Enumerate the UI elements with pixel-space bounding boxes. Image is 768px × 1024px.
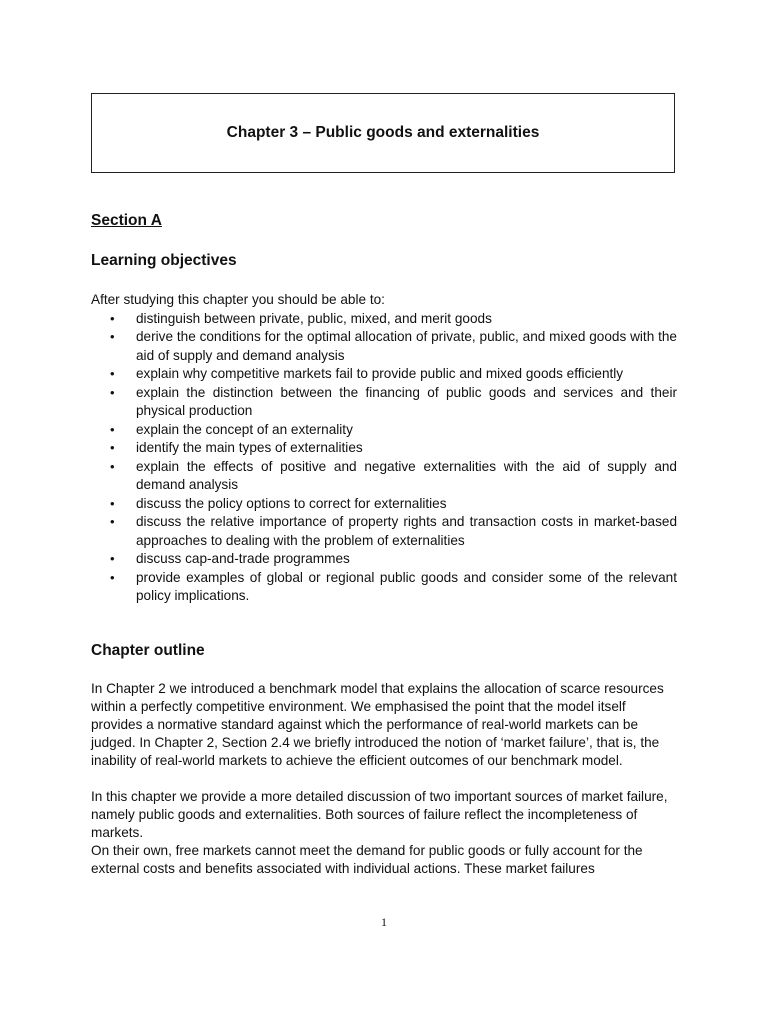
bullet-icon: • — [110, 329, 115, 344]
learning-objectives-intro: After studying this chapter you should be able to: — [91, 292, 385, 307]
bullet-icon: • — [110, 514, 115, 529]
page-number: 1 — [381, 915, 387, 929]
list-item: • derive the conditions for the optimal allocation of private, public, and mixed goods with the aid of supply and demand analysis — [110, 329, 677, 363]
chapter-title: Chapter 3 – Public goods and externalities — [226, 124, 540, 141]
list-item: • explain why competitive markets fail to provide public and mixed goods efficiently — [91, 365, 677, 384]
learning-objectives-list — [91, 310, 677, 606]
bullet-icon: • — [110, 495, 115, 511]
bullet-icon: • — [110, 421, 115, 437]
list-item: • explain the effects of positive and negative externalities with the aid of supply and demand analysis — [110, 458, 677, 492]
list-item: • discuss cap-and-trade programmes — [91, 550, 677, 569]
outline-paragraph: In Chapter 2 we introduced a benchmark model that explains the allocation of scarce resources within a perfectly competitive environment. We emphasised the point that the model itself provides a normative standard against which the performance of real-world markets can be judged. In Chapter 2, Section 2.4 we briefly introduced the notion of ‘market failure’, that is, the inability of real-world markets to achieve the efficient outcomes of our benchmark model. — [91, 680, 664, 768]
list-item: • identify the main types of externalities — [91, 439, 677, 458]
list-item: • explain the concept of an externality — [91, 421, 677, 440]
bullet-icon: • — [110, 551, 115, 566]
list-item: • provide examples of global or regional public goods and consider some of the relevant policy implications. — [110, 569, 677, 603]
bullet-icon: • — [110, 310, 115, 326]
list-item: • explain the distinction between the financing of public goods and services and their physical production — [110, 384, 677, 418]
outline-paragraph: In this chapter we provide a more detailed discussion of two important sources of market failure, namely public goods and externalities. Both sources of failure reflect the incompleteness of markets. — [91, 788, 668, 840]
chapter-outline-heading: Chapter outline — [91, 641, 205, 659]
bullet-icon: • — [110, 384, 115, 400]
bullet-icon: • — [110, 440, 115, 455]
bullet-icon: • — [110, 366, 115, 381]
page-content — [91, 210, 677, 878]
bullet-icon: • — [110, 458, 115, 474]
list-item: • distinguish between private, public, mixed, and merit goods — [91, 310, 677, 329]
chapter-title-box — [91, 93, 675, 173]
list-item: • discuss the policy options to correct for externalities — [91, 495, 677, 514]
outline-paragraph: On their own, free markets cannot meet the demand for public goods or fully account for the external costs and benefits associated with individual actions. These market failures — [91, 842, 643, 876]
learning-objectives-heading: Learning objectives — [91, 252, 237, 269]
bullet-icon: • — [110, 569, 115, 585]
section-heading: Section A — [91, 212, 162, 229]
list-item: • discuss the relative importance of property rights and transaction costs in market-based approaches to dealing with the problem of externalities — [110, 514, 677, 548]
